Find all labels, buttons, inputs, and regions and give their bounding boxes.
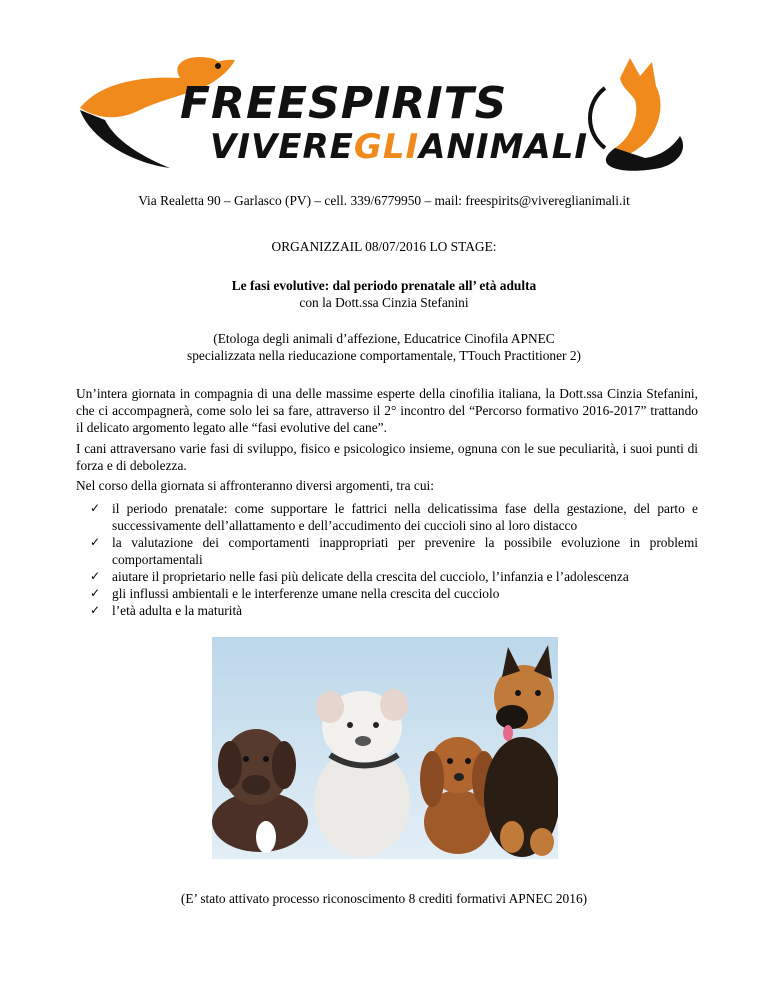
- checkmark-icon: ✓: [90, 603, 101, 617]
- freespirits-logo: [60, 48, 700, 178]
- puppies-photo: [212, 637, 558, 859]
- topics-list: [90, 500, 698, 619]
- stage-subtitle: con la Dott.ssa Cinzia Stefanini: [299, 295, 469, 310]
- logo-line1: FREESPIRITS: [180, 78, 508, 129]
- list-item-text: il periodo prenatale: come supportare le fattrici nella delicatissima fase della gestazione, del parto e successivamente dell’allattamento e dell’accudimento dei cuccioli sino al loro distacco: [112, 501, 698, 533]
- topics-intro: Nel corso della giornata si affronteranno diversi argomenti, tra cui:: [76, 478, 434, 493]
- list-item: [90, 534, 698, 568]
- logo-line2: [210, 127, 588, 167]
- logo-line2-animali: ANIMALI: [419, 127, 589, 167]
- organizza-line: ORGANIZZAIL 08/07/2016 LO STAGE:: [271, 239, 497, 254]
- logo-line2-gli: GLI: [353, 127, 420, 167]
- logo-line2-vivere: VIVERE: [210, 127, 354, 167]
- list-item: [90, 602, 698, 619]
- credits-note: (E’ stato attivato processo riconoscimento 8 crediti formativi APNEC 2016): [180, 891, 588, 906]
- list-item-text: l’età adulta e la maturità: [112, 603, 243, 618]
- list-item-text: aiutare il proprietario nelle fasi più delicate della crescita del cucciolo, l’infanzia e l’adolescenza: [112, 569, 629, 584]
- checkmark-icon: ✓: [90, 586, 101, 600]
- list-item: [90, 585, 698, 602]
- logo-graphic: [60, 48, 700, 178]
- checkmark-icon: ✓: [90, 501, 101, 515]
- list-item-text: gli influssi ambientali e le interferenze umane nella crescita del cucciolo: [112, 586, 500, 601]
- speaker-role-line2: specializzata nella rieducazione comportamentale, TTouch Practitioner 2): [186, 348, 582, 363]
- list-item-text: la valutazione dei comportamenti inappropriati per prevenire la possibile evoluzione in problemi comportamentali: [112, 535, 698, 567]
- phases-paragraph: I cani attraversano varie fasi di sviluppo, fisico e psicologico insieme, ognuna con le sue peculiarità, i suoi punti di forza e di debolezza.: [76, 441, 698, 473]
- address-line: Via Realetta 90 – Garlasco (PV) – cell. 339/6779950 – mail: freespirits@vivereglianimali.it: [138, 193, 630, 208]
- checkmark-icon: ✓: [90, 569, 101, 583]
- puppies-illustration: [212, 637, 558, 859]
- checkmark-icon: ✓: [90, 535, 101, 549]
- white-bulldog-puppy: [314, 689, 410, 857]
- speaker-role-line1: (Etologa degli animali d’affezione, Educatrice Cinofila APNEC: [213, 331, 555, 346]
- intro-paragraph: Un’intera giornata in compagnia di una delle massime esperte della cinofilia italiana, la Dott.ssa Cinzia Stefanini, che ci accompagnerà, come solo lei sa fare, attraverso il 2° incontro del “Percorso formativo 2016-2017” trattando il delicato argomento legato alle “fasi evolutive del cane”.: [76, 386, 698, 435]
- list-item: [90, 568, 698, 585]
- stage-title: Le fasi evolutive: dal periodo prenatale all’ età adulta: [231, 278, 537, 293]
- list-item: [90, 500, 698, 534]
